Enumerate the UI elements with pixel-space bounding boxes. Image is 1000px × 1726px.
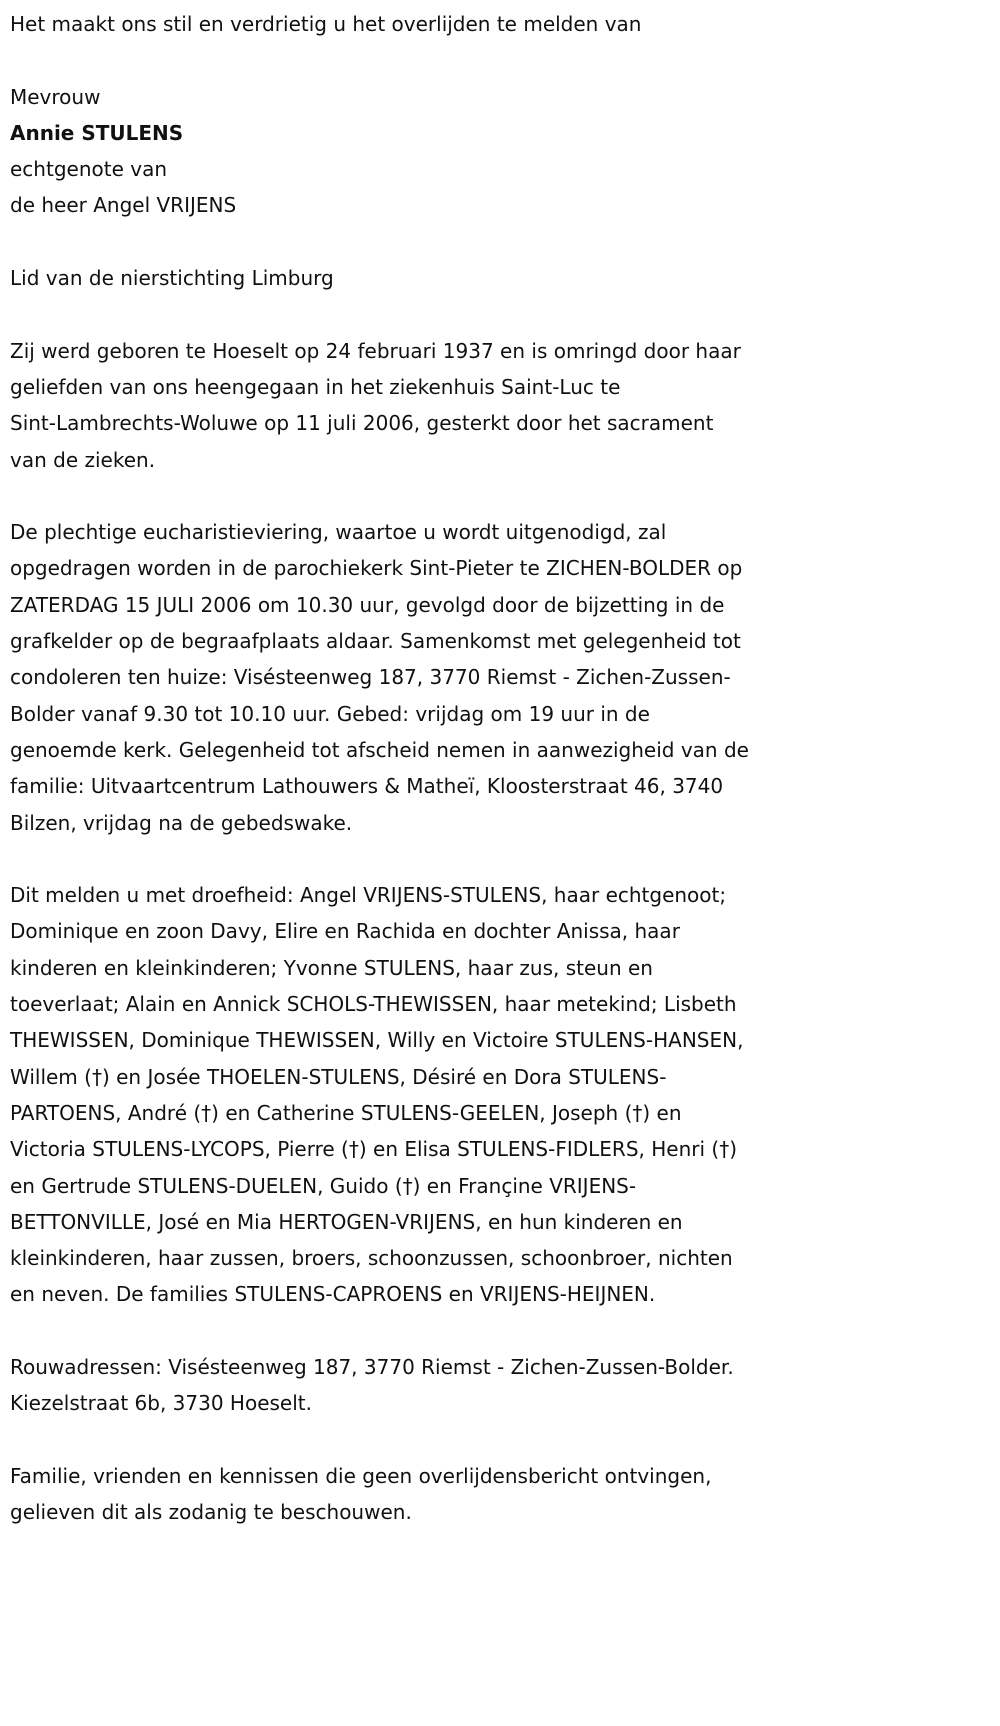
birth-death-paragraph	[10, 333, 995, 478]
paragraph-line: van de zieken.	[10, 447, 156, 472]
paragraph-line: gelieven dit als zodanig te beschouwen.	[10, 1500, 412, 1525]
paragraph-line: Rouwadressen: Visésteenweg 187, 3770 Riemst - Zichen-Zussen-Bolder.	[10, 1354, 734, 1379]
paragraph-line: Kiezelstraat 6b, 3730 Hoeselt.	[10, 1391, 312, 1416]
paragraph-line: genoemde kerk. Gelegenheid tot afscheid nemen in aanwezigheid van de	[10, 737, 749, 762]
deceased-name: Annie STULENS	[10, 120, 184, 145]
spacer	[10, 296, 995, 332]
paragraph-line: Willem (†) en Josée THOELEN-STULENS, Désiré en Dora STULENS-	[10, 1064, 667, 1089]
paragraph-line: kinderen en kleinkinderen; Yvonne STULENS, haar zus, steun en	[10, 955, 653, 980]
paragraph-line: en neven. De families STULENS-CAPROENS en VRIJENS-HEIJNEN.	[10, 1282, 656, 1307]
paragraph-line: Dit melden u met droefheid: Angel VRIJENS-STULENS, haar echtgenoot;	[10, 883, 727, 908]
spacer	[10, 1422, 995, 1458]
paragraph-line: THEWISSEN, Dominique THEWISSEN, Willy en Victoire STULENS-HANSEN,	[10, 1028, 744, 1053]
spacer	[10, 42, 995, 78]
paragraph-line: Bilzen, vrijdag na de gebedswake.	[10, 810, 353, 835]
intro-text: Het maakt ons stil en verdrietig u het overlijden te melden van	[10, 12, 642, 36]
paragraph-line: kleinkinderen, haar zussen, broers, schoonzussen, schoonbroer, nichten	[10, 1246, 733, 1271]
spouse-name: de heer Angel VRIJENS	[10, 193, 237, 218]
paragraph-line: opgedragen worden in de parochiekerk Sint-Pieter te ZICHEN-BOLDER op	[10, 556, 743, 581]
paragraph-line: condoleren ten huize: Visésteenweg 187, 3770 Riemst - Zichen-Zussen-	[10, 665, 731, 690]
paragraph-line: Victoria STULENS-LYCOPS, Pierre (†) en Elisa STULENS-FIDLERS, Henri (†)	[10, 1137, 737, 1162]
paragraph-line: familie: Uitvaartcentrum Lathouwers & Matheï, Kloosterstraat 46, 3740	[10, 774, 724, 799]
membership-text: Lid van de nierstichting Limburg	[10, 266, 334, 291]
paragraph-line: Sint-Lambrechts-Woluwe op 11 juli 2006, gesterkt door het sacrament	[10, 411, 714, 436]
paragraph-line: Familie, vrienden en kennissen die geen overlijdensbericht ontvingen,	[10, 1463, 712, 1488]
paragraph-line: Dominique en zoon Davy, Elire en Rachida en dochter Anissa, haar	[10, 919, 680, 944]
paragraph-line: Bolder vanaf 9.30 tot 10.10 uur. Gebed: vrijdag om 19 uur in de	[10, 701, 650, 726]
family-paragraph	[10, 877, 995, 1313]
addresses-paragraph	[10, 1349, 995, 1422]
paragraph-line: grafkelder op de begraafplaats aldaar. Samenkomst met gelegenheid tot	[10, 629, 741, 654]
paragraph-line: geliefden van ons heengegaan in het ziekenhuis Saint-Luc te	[10, 374, 621, 399]
closing-paragraph	[10, 1458, 995, 1531]
paragraph-line: Zij werd geboren te Hoeselt op 24 februari 1937 en is omringd door haar	[10, 338, 741, 363]
paragraph-line: PARTOENS, André (†) en Catherine STULENS-GEELEN, Joseph (†) en	[10, 1100, 682, 1125]
paragraph-line: BETTONVILLE, José en Mia HERTOGEN-VRIJENS, en hun kinderen en	[10, 1209, 683, 1234]
spacer	[10, 1313, 995, 1349]
paragraph-line: en Gertrude STULENS-DUELEN, Guido (†) en Françine VRIJENS-	[10, 1173, 637, 1198]
paragraph-line: ZATERDAG 15 JULI 2006 om 10.30 uur, gevolgd door de bijzetting in de	[10, 592, 725, 617]
spacer	[10, 224, 995, 260]
spouse-label: echtgenote van	[10, 157, 168, 182]
paragraph-line: De plechtige eucharistieviering, waartoe u wordt uitgenodigd, zal	[10, 520, 667, 545]
death-notice	[10, 6, 995, 1530]
spacer	[10, 841, 995, 877]
honorific: Mevrouw	[10, 84, 101, 109]
ceremony-paragraph	[10, 514, 995, 841]
spacer	[10, 478, 995, 514]
paragraph-line: toeverlaat; Alain en Annick SCHOLS-THEWISSEN, haar metekind; Lisbeth	[10, 992, 737, 1017]
